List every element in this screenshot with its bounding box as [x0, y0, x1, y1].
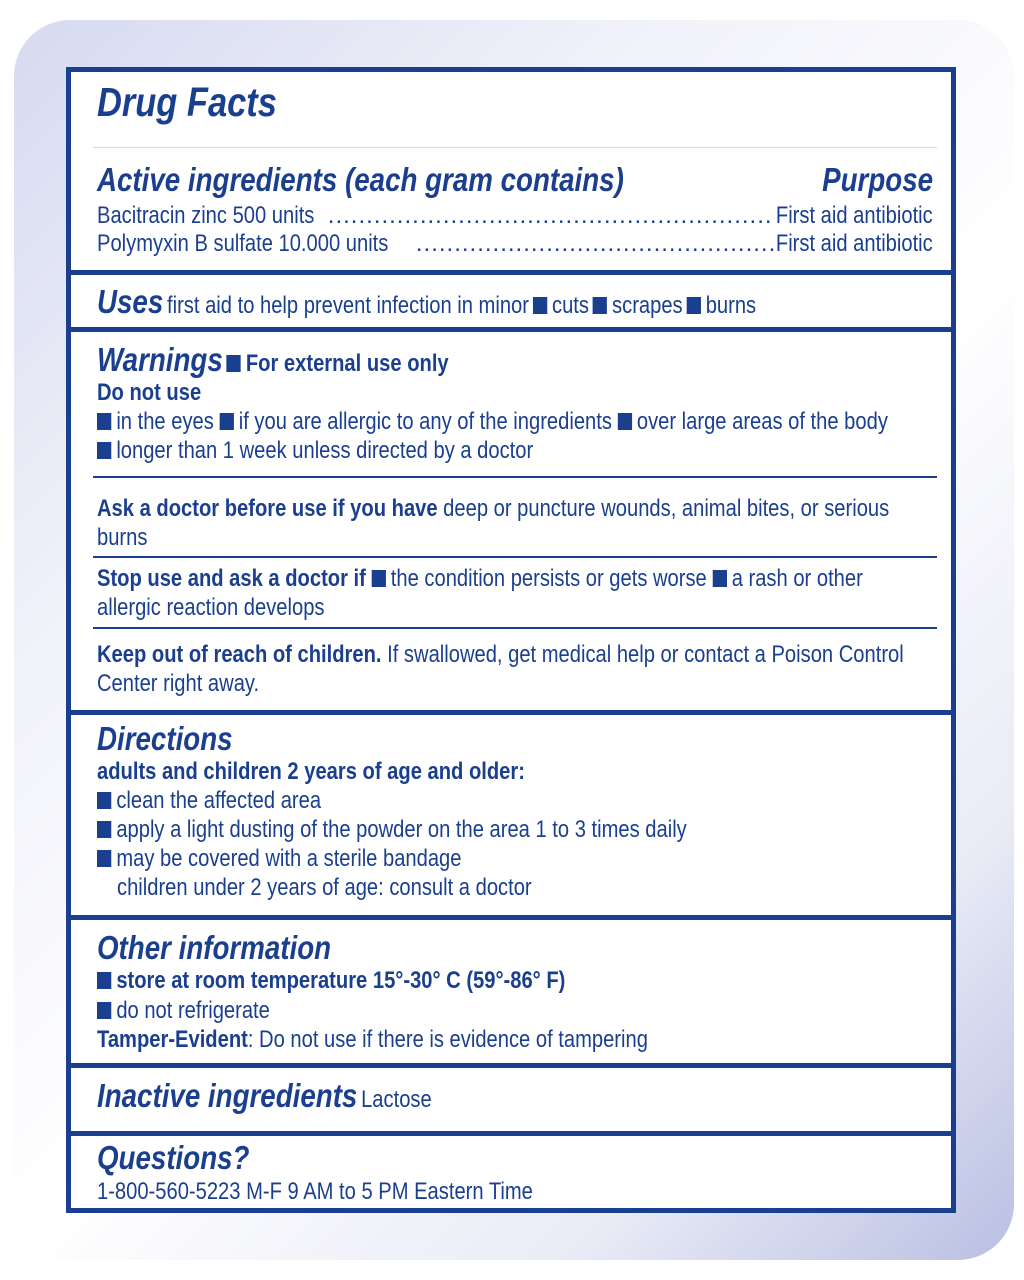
- drug-facts-title: Drug Facts: [97, 79, 277, 125]
- section-divider: [71, 710, 951, 715]
- ingredient-row: [97, 202, 933, 230]
- directions-subheading: adults and children 2 years of age and older:: [97, 758, 525, 785]
- section-divider: [71, 1131, 951, 1136]
- directions-item-text: apply a light dusting of the powder on the area 1 to 3 times daily: [116, 816, 687, 843]
- do-not-use-item: if you are allergic to any of the ingredients: [238, 408, 612, 435]
- uses-item: cuts: [552, 292, 589, 319]
- warnings-heading: Warnings: [97, 341, 223, 378]
- do-not-use-item: longer than 1 week unless directed by a doctor: [116, 437, 534, 464]
- do-not-use-line: [97, 436, 533, 465]
- other-info-heading: Other information: [97, 929, 332, 966]
- uses-item: scrapes: [612, 292, 683, 319]
- square-bullet-icon: [371, 570, 385, 587]
- ingredient-name: Polymyxin B sulfate 10.000 units: [97, 230, 389, 257]
- uses-item: burns: [705, 292, 757, 319]
- questions-heading: Questions?: [97, 1139, 250, 1176]
- stop-use-item: a rash or other: [731, 565, 863, 592]
- ingredient-purpose: First aid antibiotic: [776, 230, 933, 257]
- square-bullet-icon: [712, 570, 726, 587]
- keep-out-text: If swallowed, get medical help or contact a Poison Control: [387, 641, 904, 668]
- children-note: children under 2 years of age: consult a doctor: [117, 874, 532, 901]
- square-bullet-icon: [97, 821, 111, 838]
- subsection-divider: [93, 476, 937, 478]
- ask-doctor-heading: Ask a doctor before use if you have: [97, 495, 438, 522]
- keep-out-text-cont: Center right away.: [97, 670, 260, 697]
- directions-item-text: clean the affected area: [116, 787, 322, 814]
- refrigerate-line: [97, 996, 270, 1025]
- refrigerate-text: do not refrigerate: [116, 997, 270, 1024]
- ingredient-row: [97, 230, 933, 258]
- store-line: [97, 966, 565, 995]
- directions-heading: Directions: [97, 720, 233, 757]
- square-bullet-icon: [219, 413, 233, 430]
- title-divider: [93, 147, 937, 148]
- purpose-heading: Purpose: [822, 161, 933, 198]
- inactive-text: Lactose: [361, 1086, 432, 1113]
- ask-doctor-text-cont: burns: [97, 524, 148, 551]
- do-not-use-heading: Do not use: [97, 379, 202, 406]
- leader-dots: [328, 202, 774, 230]
- stop-use-item-cont: allergic reaction develops: [97, 594, 325, 621]
- keep-out-heading: Keep out of reach of children.: [97, 641, 382, 668]
- square-bullet-icon: [97, 850, 111, 867]
- do-not-use-line: [97, 407, 888, 436]
- section-divider: [71, 270, 951, 275]
- uses-line: [97, 284, 756, 320]
- directions-item: [97, 786, 321, 815]
- uses-heading: Uses: [97, 283, 164, 320]
- section-divider: [71, 915, 951, 920]
- leader-dots: [416, 230, 774, 258]
- square-bullet-icon: [97, 972, 111, 989]
- keep-out-line: [97, 640, 904, 669]
- subsection-divider: [93, 556, 937, 558]
- square-bullet-icon: [97, 1002, 111, 1019]
- square-bullet-icon: [533, 297, 547, 314]
- tamper-label: Tamper-Evident: [97, 1026, 248, 1053]
- directions-item: [97, 844, 461, 873]
- section-divider: [71, 1063, 951, 1068]
- square-bullet-icon: [97, 413, 111, 430]
- warnings-line: [97, 342, 449, 378]
- directions-item-text: may be covered with a sterile bandage: [116, 845, 462, 872]
- do-not-use-item: in the eyes: [116, 408, 214, 435]
- questions-text: 1-800-560-5223 M-F 9 AM to 5 PM Eastern Time: [97, 1178, 533, 1205]
- ask-doctor-line: [97, 494, 889, 523]
- uses-intro: first aid to help prevent infection in minor: [167, 292, 529, 319]
- store-text: store at room temperature 15°-30° C (59°-86° F): [116, 967, 566, 994]
- square-bullet-icon: [618, 413, 632, 430]
- square-bullet-icon: [97, 442, 111, 459]
- stop-use-heading: Stop use and ask a doctor if: [97, 565, 366, 592]
- square-bullet-icon: [97, 792, 111, 809]
- section-divider: [71, 327, 951, 332]
- directions-item: [97, 815, 687, 844]
- inactive-line: [97, 1078, 432, 1114]
- ask-doctor-text: deep or puncture wounds, animal bites, or serious: [443, 495, 890, 522]
- square-bullet-icon: [593, 297, 607, 314]
- inactive-heading: Inactive ingredients: [97, 1077, 358, 1114]
- ingredient-purpose: First aid antibiotic: [776, 202, 933, 229]
- stop-use-line: [97, 564, 863, 593]
- stop-use-item: the condition persists or gets worse: [390, 565, 707, 592]
- do-not-use-item: over large areas of the body: [636, 408, 888, 435]
- subsection-divider: [93, 627, 937, 629]
- tamper-line: [97, 1025, 648, 1054]
- ingredient-name: Bacitracin zinc 500 units: [97, 202, 315, 229]
- tamper-text: : Do not use if there is evidence of tampering: [247, 1026, 648, 1053]
- active-ingredients-heading: Active ingredients (each gram contains): [97, 161, 624, 198]
- drug-facts-panel: [66, 67, 956, 1213]
- external-use-text: For external use only: [245, 350, 449, 377]
- square-bullet-icon: [227, 355, 241, 372]
- square-bullet-icon: [686, 297, 700, 314]
